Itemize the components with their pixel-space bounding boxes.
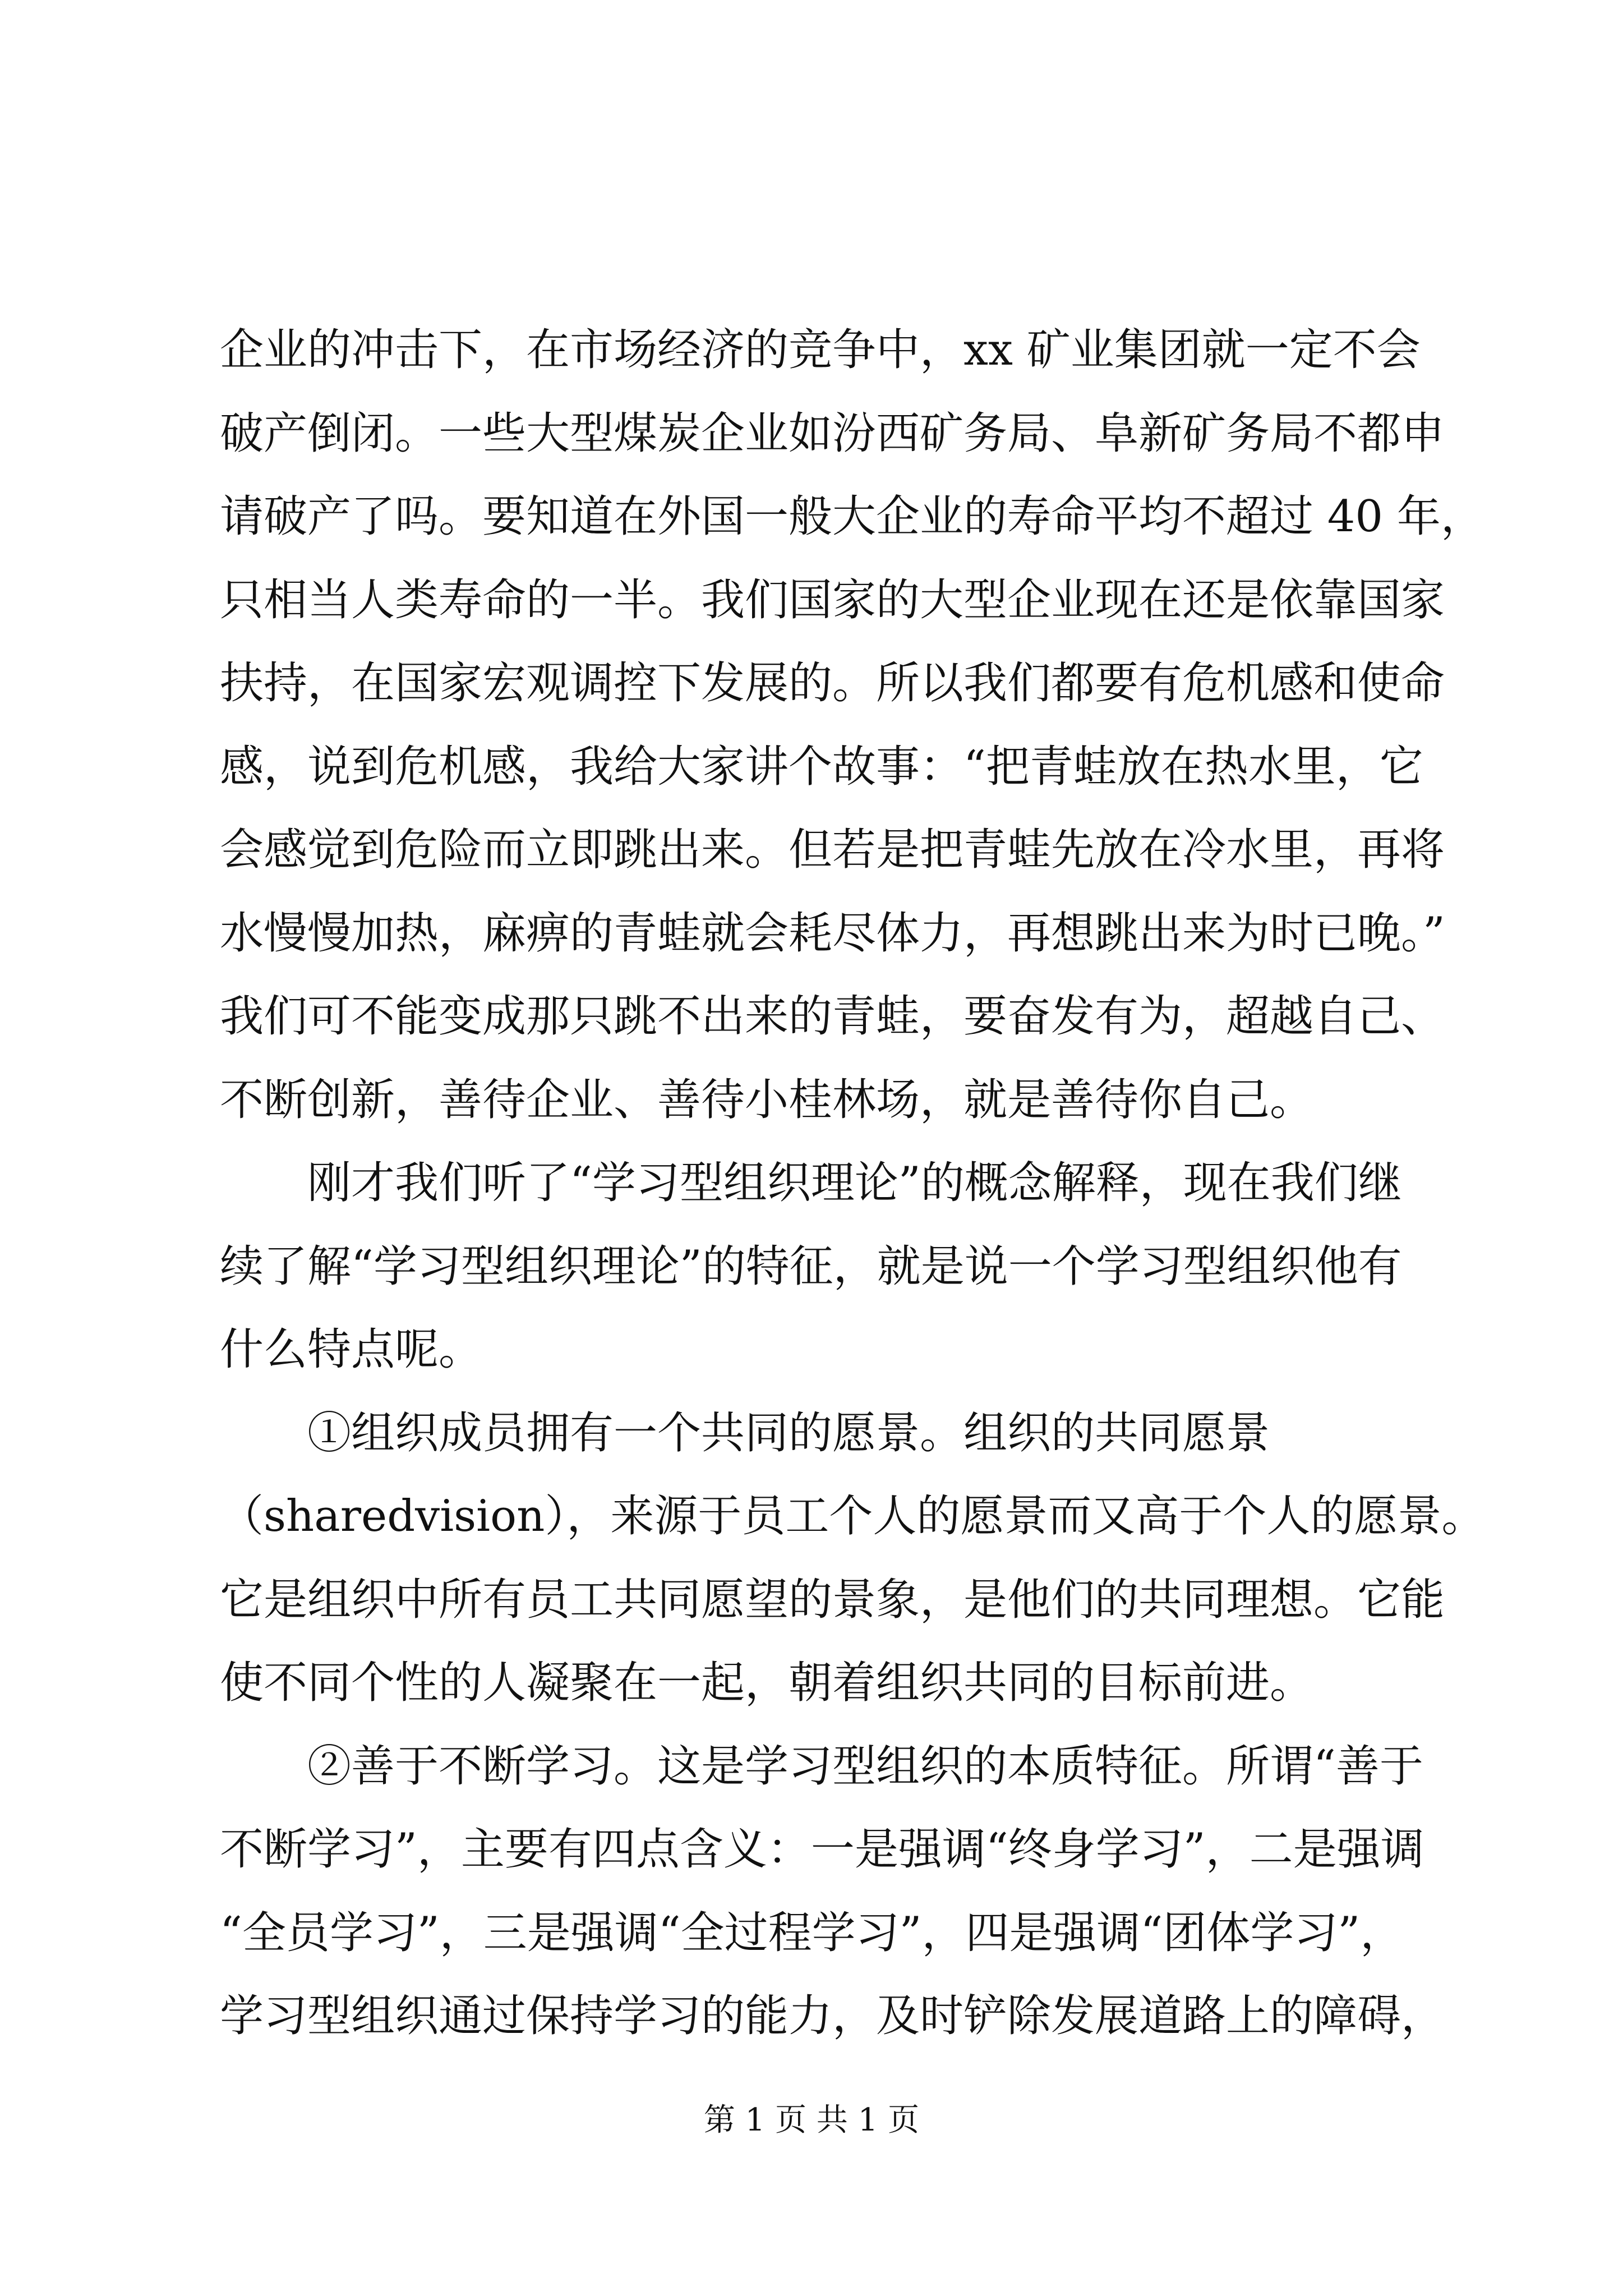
text-line: “全员学习”，三是强调“全过程学习”，四是强调“团体学习”， <box>220 1907 1404 1958</box>
text-line: 请破产了吗。要知道在外国一般大企业的寿命平均不超过 40 年， <box>220 491 1484 542</box>
text-line: 感，说到危机感，我给大家讲个故事：“把青蛙放在热水里，它 <box>220 741 1423 792</box>
text-line: 学习型组织通过保持学习的能力，及时铲除发展道路上的障碍， <box>220 1991 1445 2041</box>
text-line: 什么特点呢。 <box>220 1324 483 1375</box>
text-line: 水慢慢加热，麻痹的青蛙就会耗尽体力，再想跳出来为时已晚。” <box>220 908 1445 959</box>
text-line: 我们可不能变成那只跳不出来的青蛙，要奋发有为，超越自己、 <box>220 991 1445 1042</box>
text-line: ②善于不断学习。这是学习型组织的本质特征。所谓“善于 <box>220 1741 1423 1792</box>
text-line: 使不同个性的人凝聚在一起，朝着组织共同的目标前进。 <box>220 1658 1314 1708</box>
text-line: 刚才我们听了“学习型组织理论”的概念解释，现在我们继 <box>220 1158 1402 1208</box>
text-line: 扶持，在国家宏观调控下发展的。所以我们都要有危机感和使命 <box>220 658 1445 708</box>
text-line: 续了解“学习型组织理论”的特征，就是说一个学习型组织他有 <box>220 1241 1402 1292</box>
text-line: 破产倒闭。一些大型煤炭企业如汾西矿务局、阜新矿务局不都申 <box>220 408 1445 459</box>
page-footer: 第 1 页 共 1 页 <box>703 2102 920 2138</box>
document-body <box>220 309 1486 2058</box>
text-line: 只相当人类寿命的一半。我们国家的大型企业现在还是依靠国家 <box>220 574 1445 625</box>
text-line: 会感觉到危险而立即跳出来。但若是把青蛙先放在冷水里，再将 <box>220 825 1445 875</box>
text-line: 不断创新，善待企业、善待小桂林场，就是善待你自己。 <box>220 1074 1314 1125</box>
text-line: 它是组织中所有员工共同愿望的景象，是他们的共同理想。它能 <box>220 1574 1445 1625</box>
text-line: （sharedvision），来源于员工个人的愿景而又高于个人的愿景。 <box>220 1491 1486 1542</box>
text-line: 企业的冲击下，在市场经济的竞争中，xx 矿业集团就一定不会 <box>220 325 1421 375</box>
text-line: ①组织成员拥有一个共同的愿景。组织的共同愿景 <box>220 1407 1270 1458</box>
text-line: 不断学习”，主要有四点含义：一是强调“终身学习”，二是强调 <box>220 1824 1424 1875</box>
